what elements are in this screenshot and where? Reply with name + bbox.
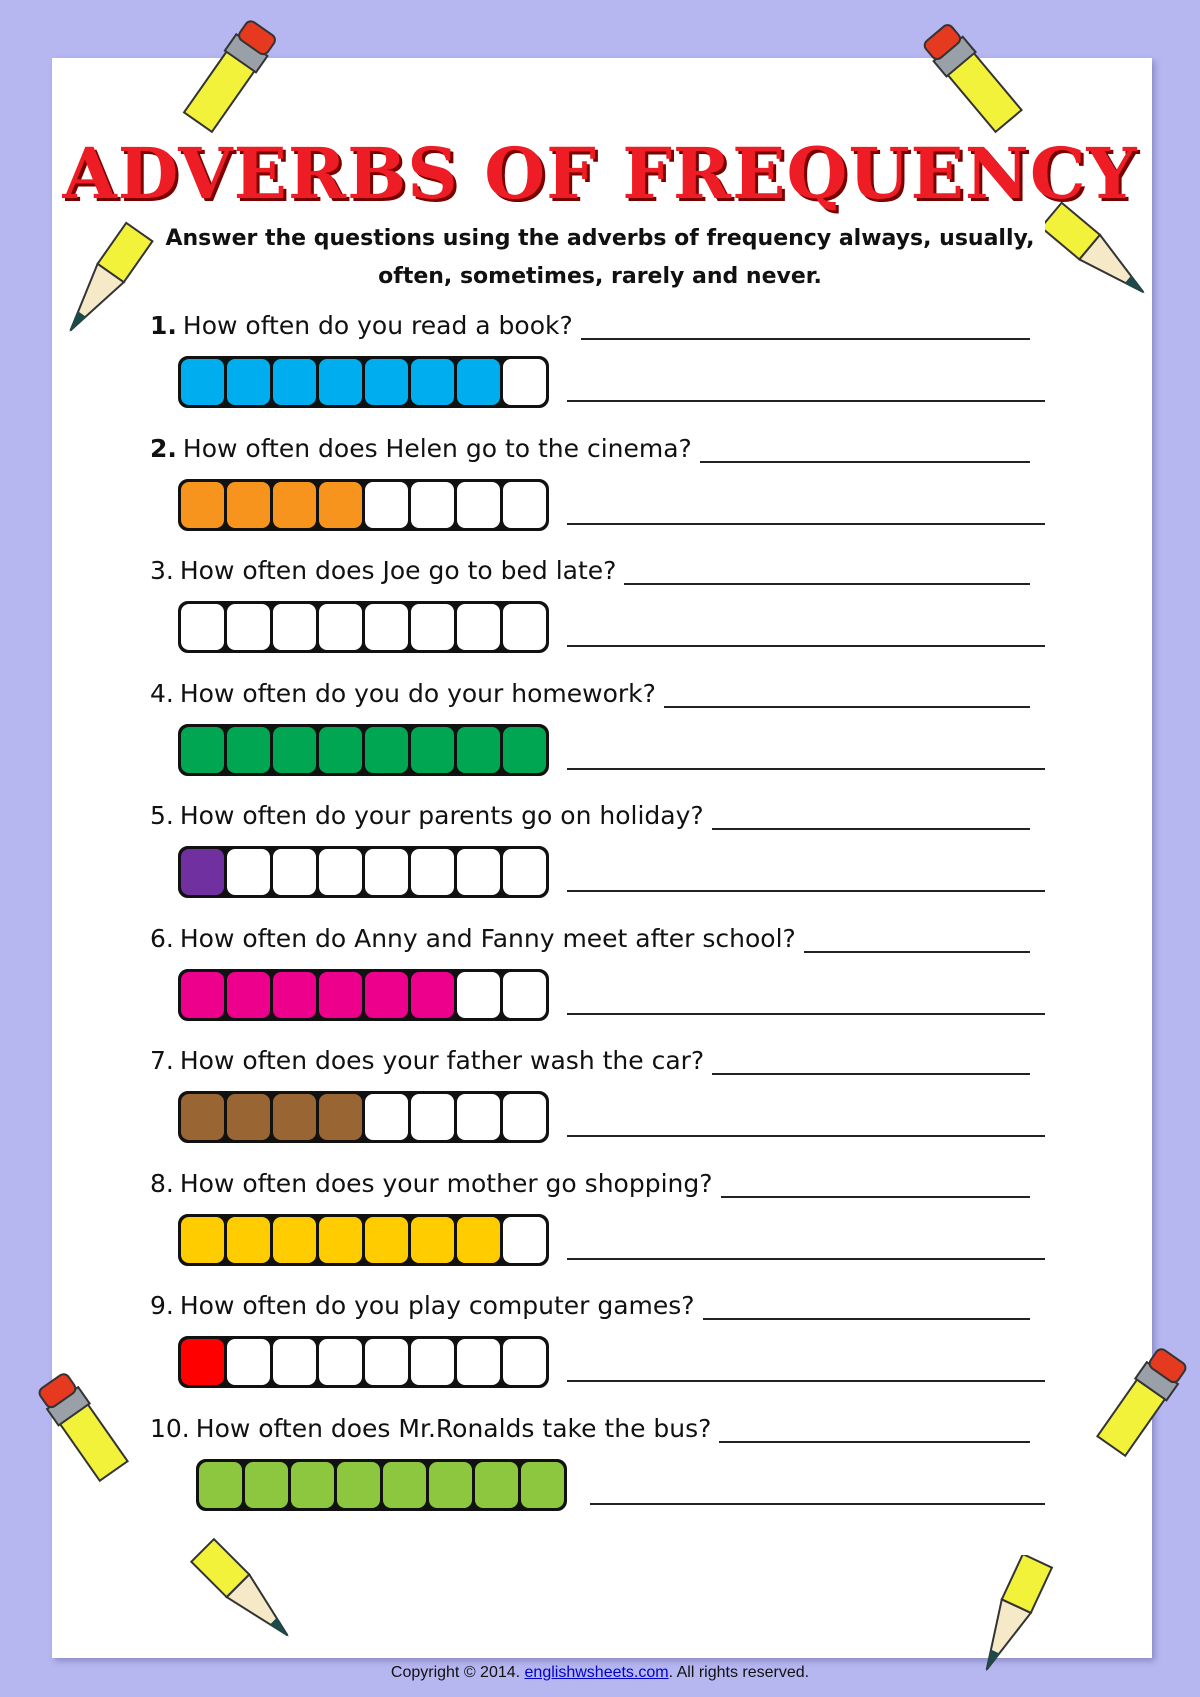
question-number: 5. [150,801,174,830]
frequency-cell-filled [319,1094,362,1140]
question-number: 9. [150,1291,174,1320]
frequency-cell-filled [457,727,500,773]
frequency-cell-empty [457,482,500,528]
frequency-cell-filled [181,359,224,405]
frequency-cell-filled [291,1462,334,1508]
frequency-cell-filled [411,1217,454,1263]
frequency-cell-filled [365,1217,408,1263]
frequency-cell-filled [383,1462,426,1508]
question-number: 1. [150,311,177,340]
frequency-cell-empty [457,849,500,895]
frequency-cell-filled [181,972,224,1018]
frequency-cell-empty [227,1339,270,1385]
pencil-bottom-left-icon [180,1530,320,1660]
pencil-mid-left-icon [30,1365,140,1495]
question-row [150,1035,1030,1075]
frequency-cell-empty [457,1339,500,1385]
frequency-cell-filled [475,1462,518,1508]
question-number: 4. [150,679,174,708]
frequency-cell-empty [503,359,546,405]
page-title: ADVERBS OF FREQUENCY [62,132,1138,215]
frequency-cell-filled [227,972,270,1018]
answer-blank-inline[interactable] [719,1411,1030,1443]
frequency-bar [178,479,549,531]
frequency-cell-filled [227,1217,270,1263]
pencil-top-right-icon [905,15,1035,135]
question-number: 8. [150,1169,174,1198]
frequency-cell-empty [457,604,500,650]
frequency-cell-filled [319,727,362,773]
question-number: 10. [150,1414,190,1443]
frequency-cell-empty [503,1217,546,1263]
question-text: How often does Mr.Ronalds take the bus? [195,1414,712,1443]
frequency-cell-filled [273,1094,316,1140]
copyright-footer [0,1664,1200,1682]
frequency-cell-empty [273,604,316,650]
frequency-bar [178,724,549,776]
question-number: 6. [150,924,174,953]
frequency-cell-filled [273,972,316,1018]
pencil-tip-left-icon [45,220,155,360]
frequency-cell-filled [199,1462,242,1508]
question-text: How often does your father wash the car? [179,1046,705,1075]
answer-line[interactable] [567,1013,1045,1015]
frequency-cell-filled [181,482,224,528]
question-row [150,1403,1030,1443]
answer-line[interactable] [567,645,1045,647]
frequency-cell-filled [227,359,270,405]
frequency-cell-filled [181,1094,224,1140]
question-text: How often do you play computer games? [179,1291,695,1320]
frequency-cell-filled [227,1094,270,1140]
question-text: How often does Joe go to bed late? [179,556,617,585]
frequency-cell-filled [181,727,224,773]
answer-line[interactable] [567,890,1045,892]
answer-line[interactable] [590,1503,1045,1505]
answer-blank-inline[interactable] [804,921,1030,953]
frequency-cell-filled [319,482,362,528]
frequency-cell-filled [245,1462,288,1508]
frequency-bar [178,846,549,898]
frequency-cell-empty [273,1339,316,1385]
question-text: How often does your mother go shopping? [179,1169,713,1198]
frequency-cell-filled [273,359,316,405]
frequency-cell-empty [411,849,454,895]
frequency-cell-empty [365,849,408,895]
question-text: How often do Anny and Fanny meet after school? [179,924,796,953]
frequency-cell-filled [365,359,408,405]
frequency-cell-empty [457,972,500,1018]
frequency-cell-filled [227,482,270,528]
frequency-cell-filled [457,359,500,405]
question-row [150,300,1030,340]
question-text: How often do you read a book? [182,311,573,340]
frequency-cell-filled [319,1217,362,1263]
answer-blank-inline[interactable] [703,1288,1030,1320]
copyright-suffix: . All rights reserved. [668,1664,810,1681]
question-number: 3. [150,556,174,585]
frequency-cell-filled [181,1339,224,1385]
question-row [150,668,1030,708]
question-text: How often do you do your homework? [179,679,656,708]
frequency-bar [178,1336,549,1388]
frequency-cell-filled [319,359,362,405]
question-row [150,1158,1030,1198]
frequency-cell-filled [521,1462,564,1508]
frequency-cell-empty [365,1339,408,1385]
frequency-cell-empty [319,604,362,650]
frequency-cell-empty [457,1094,500,1140]
question-text: How often does Helen go to the cinema? [182,434,692,463]
question-number: 7. [150,1046,174,1075]
frequency-cell-filled [503,727,546,773]
answer-blank-inline[interactable] [712,798,1030,830]
frequency-cell-empty [503,849,546,895]
frequency-cell-empty [411,1094,454,1140]
frequency-bar [178,1091,549,1143]
frequency-cell-empty [365,482,408,528]
frequency-cell-empty [181,604,224,650]
frequency-cell-empty [319,1339,362,1385]
frequency-cell-empty [411,604,454,650]
question-row [150,913,1030,953]
frequency-cell-filled [411,972,454,1018]
answer-line[interactable] [567,400,1045,402]
answer-line[interactable] [567,1135,1045,1137]
frequency-cell-empty [503,1339,546,1385]
frequency-cell-empty [503,482,546,528]
answer-blank-inline[interactable] [664,676,1030,708]
frequency-cell-empty [503,1094,546,1140]
frequency-bar [178,969,549,1021]
answer-line[interactable] [567,1380,1045,1382]
frequency-cell-filled [181,849,224,895]
question-row [150,545,1030,585]
answer-line[interactable] [567,523,1045,525]
frequency-cell-empty [365,604,408,650]
frequency-cell-empty [411,1339,454,1385]
frequency-cell-empty [365,1094,408,1140]
frequency-cell-empty [503,972,546,1018]
frequency-cell-filled [457,1217,500,1263]
site-link[interactable]: englishwsheets.com [524,1664,669,1681]
copyright-prefix: Copyright © 2014. [390,1664,525,1681]
pencil-top-left-icon [165,10,285,150]
question-number: 2. [150,434,177,463]
answer-blank-inline[interactable] [721,1166,1030,1198]
question-text: How often do your parents go on holiday? [179,801,704,830]
answer-blank-inline[interactable] [624,553,1030,585]
frequency-bar [178,356,549,408]
frequency-cell-filled [227,727,270,773]
question-row [150,423,1030,463]
frequency-bar [178,601,549,653]
instructions: Answer the questions using the adverbs of frequency always, usually, often, sometimes, rarely and never. [165,226,1035,289]
frequency-cell-filled [319,972,362,1018]
answer-blank-inline[interactable] [581,308,1030,340]
frequency-cell-empty [411,482,454,528]
answer-line[interactable] [567,1258,1045,1260]
answer-blank-inline[interactable] [712,1043,1030,1075]
frequency-cell-empty [227,604,270,650]
frequency-bar [196,1459,567,1511]
frequency-cell-filled [411,359,454,405]
frequency-cell-filled [411,727,454,773]
answer-line[interactable] [567,768,1045,770]
frequency-cell-filled [429,1462,472,1508]
frequency-bar [178,1214,549,1266]
frequency-cell-filled [273,727,316,773]
frequency-cell-empty [273,849,316,895]
pencil-mid-right-icon [1085,1340,1195,1470]
frequency-cell-empty [503,604,546,650]
frequency-cell-filled [273,1217,316,1263]
frequency-cell-empty [227,849,270,895]
frequency-cell-filled [365,972,408,1018]
frequency-cell-empty [319,849,362,895]
frequency-cell-filled [365,727,408,773]
answer-blank-inline[interactable] [700,431,1030,463]
frequency-cell-filled [337,1462,380,1508]
question-row [150,1280,1030,1320]
frequency-cell-filled [181,1217,224,1263]
frequency-cell-filled [273,482,316,528]
question-row [150,790,1030,830]
